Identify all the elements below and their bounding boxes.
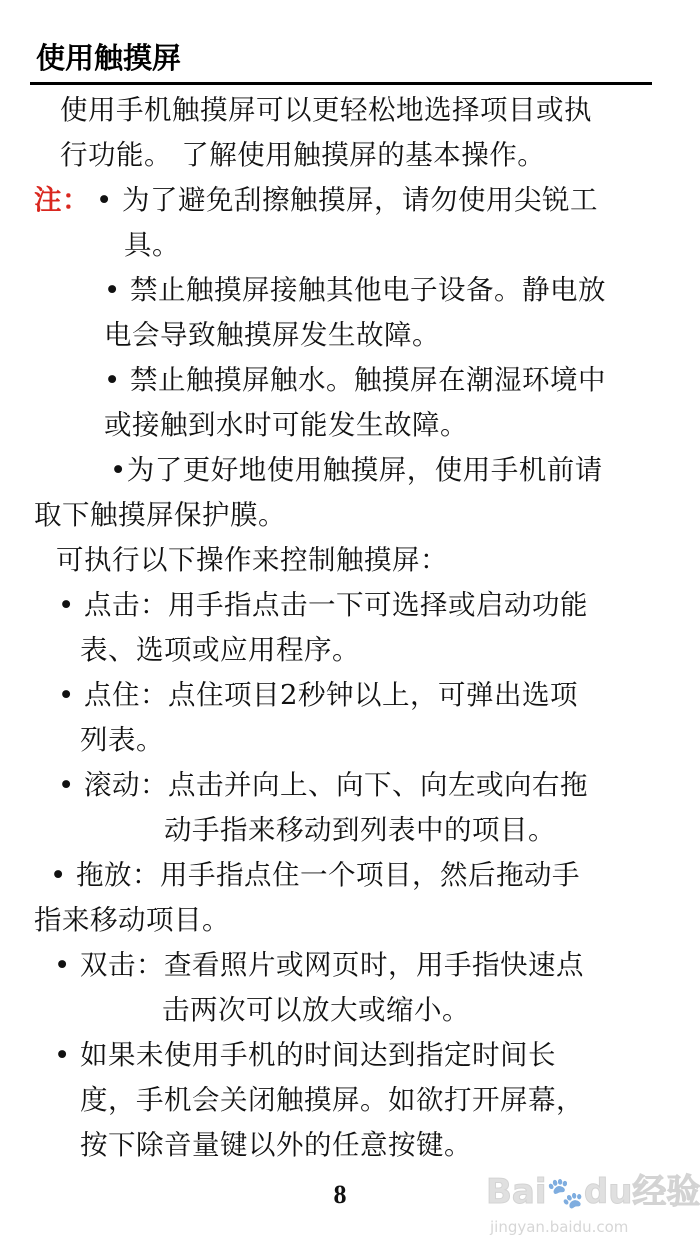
watermark-url: jingyan.baidu.com <box>490 1218 629 1236</box>
intro-line: 行功能。 了解使用触摸屏的基本操作。 <box>60 139 546 171</box>
note-item-line: 具。 <box>124 229 180 261</box>
title-divider <box>30 82 652 85</box>
operation-item-line: • 滚动：点击并向上、向下、向左或向右拖 <box>58 769 588 801</box>
note-item-line: 电会导致触摸屏发生故障。 <box>104 319 440 351</box>
paw-icon: 🐾 <box>546 1176 584 1211</box>
operation-item-line: 指来移动项目。 <box>34 904 230 936</box>
operations-intro: 可执行以下操作来控制触摸屏： <box>56 544 448 576</box>
note-item-line: • 为了避免刮擦触摸屏，请勿使用尖锐工 <box>96 184 598 216</box>
operation-item-line: • 点击：用手指点击一下可选择或启动功能 <box>58 589 588 621</box>
intro-line: 使用手机触摸屏可以更轻松地选择项目或执 <box>60 94 592 126</box>
note-item-line: • 禁止触摸屏触水。触摸屏在潮湿环境中 <box>104 364 606 396</box>
operation-item-line: 列表。 <box>80 724 164 756</box>
note-item-line: 或接触到水时可能发生故障。 <box>104 409 468 441</box>
operation-item-line: 表、选项或应用程序。 <box>80 634 360 666</box>
watermark-logo: Bai🐾du经验 <box>486 1172 700 1212</box>
operation-item-line: 动手指来移动到列表中的项目。 <box>164 814 556 846</box>
note-item-line: 取下触摸屏保护膜。 <box>34 499 286 531</box>
operation-item-line: 度，手机会关闭触摸屏。如欲打开屏幕， <box>80 1084 584 1116</box>
page-title: 使用触摸屏 <box>36 41 182 75</box>
page-number: 8 <box>333 1180 347 1209</box>
operation-item-line: 击两次可以放大或缩小。 <box>162 994 470 1026</box>
note-item-line: •为了更好地使用触摸屏，使用手机前请 <box>110 454 603 486</box>
baidu-jingyan-watermark <box>480 1148 700 1244</box>
operation-item-line: • 拖放：用手指点住一个项目，然后拖动手 <box>50 859 580 891</box>
operation-item-line: • 点住：点住项目2秒钟以上，可弹出选项 <box>58 679 578 711</box>
operation-item-line: 按下除音量键以外的任意按键。 <box>80 1129 472 1161</box>
operation-item-line: • 双击：查看照片或网页时，用手指快速点 <box>54 949 584 981</box>
note-item-line: • 禁止触摸屏接触其他电子设备。静电放 <box>104 274 606 306</box>
operation-item-line: • 如果未使用手机的时间达到指定时间长 <box>54 1039 556 1071</box>
note-label: 注： <box>34 184 90 216</box>
